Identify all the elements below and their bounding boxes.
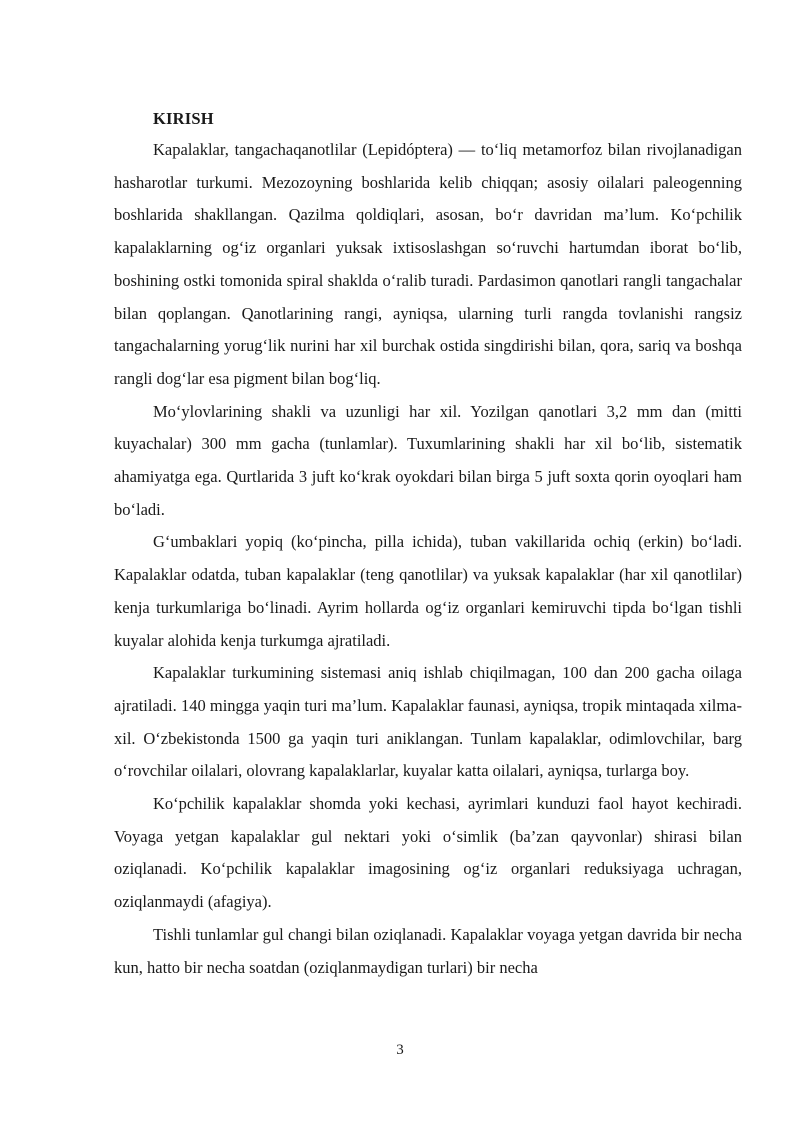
paragraph-3: G‘umbaklari yopiq (ko‘pincha, pilla ichida), tuban vakillarida ochiq (erkin) bo‘ladi. Kapalaklar odatda, tuban kapalaklar (teng qanotlilar) va yuksak kapalaklar (har xil qanotlilar) kenja turkumlariga bo‘linadi. Ayrim hollarda og‘iz organlari kemiruvchi tipda bo‘lgan tishli kuyalar alohida kenja turkumga ajratiladi. [114,532,742,650]
paragraph-4: Kapalaklar turkumining sistemasi aniq ishlab chiqilmagan, 100 dan 200 gacha oilaga ajratiladi. 140 mingga yaqin turi ma’lum. Kapalaklar faunasi, ayniqsa, tropik mintaqada xilma-xil. O‘zbekistonda 1500 ga yaqin turi aniklangan. Tunlam kapalaklar, odimlovchilar, barg o‘rovchilar oilalari, olovrang kapalaklarlar, kuyalar katta oilalari, ayniqsa, turlarga boy. [114,663,742,781]
section-heading: KIRISH [153,109,214,128]
paragraph-6: Tishli tunlamlar gul changi bilan oziqlanadi. Kapalaklar voyaga yetgan davrida bir necha kun, hatto bir necha soatdan (oziqlanmaydigan turlari) bir necha [114,924,742,977]
paragraph-1: Kapalaklar, tangachaqanotlilar (Lepidóptera) — to‘liq metamorfoz bilan rivojlanadigan hasharotlar turkumi. Mezozoyning boshlarida kelib chiqqan; asosiy oilalari paleogenning boshlarida shakllangan. Qazilma qoldiqlari, asosan, bo‘r davridan ma’lum. Ko‘pchilik kapalaklarning og‘iz organlari yuksak ixtisoslashgan so‘ruvchi hartumdan iborat bo‘lib, boshining ostki tomonida spiral shaklda o‘ralib turadi. Pardasimon qanotlari rangli tangachalar bilan qoplangan. Qanotlarining rangi, ayniqsa, ularning turli rangda tovlanishi rangsiz tangachalarning yorug‘lik nurini har xil burchak ostida singdirishi bilan, qora, sariq va boshqa rangli dog‘lar esa pigment bilan bog‘liq. [114,140,742,388]
paragraph-5: Ko‘pchilik kapalaklar shomda yoki kechasi, ayrimlari kunduzi faol hayot kechiradi. Voyaga yetgan kapalaklar gul nektari yoki o‘simlik (ba’zan qayvonlar) shirasi bilan oziqlanadi. Ko‘pchilik kapalaklar imagosining og‘iz organlari reduksiyaga uchragan, oziqlanmaydi (afagiya). [114,794,742,912]
document-page [114,104,742,984]
paragraph-2: Mo‘ylovlarining shakli va uzunligi har xil. Yozilgan qanotlari 3,2 mm dan (mitti kuyachalar) 300 mm gacha (tunlamlar). Tuxumlarining shakli har xil bo‘lib, sistematik ahamiyatga ega. Qurtlarida 3 juft ko‘krak oyokdari bilan birga 5 juft soxta qorin oyoqlari ham bo‘ladi. [114,401,742,519]
page-number: 3 [396,1042,404,1058]
